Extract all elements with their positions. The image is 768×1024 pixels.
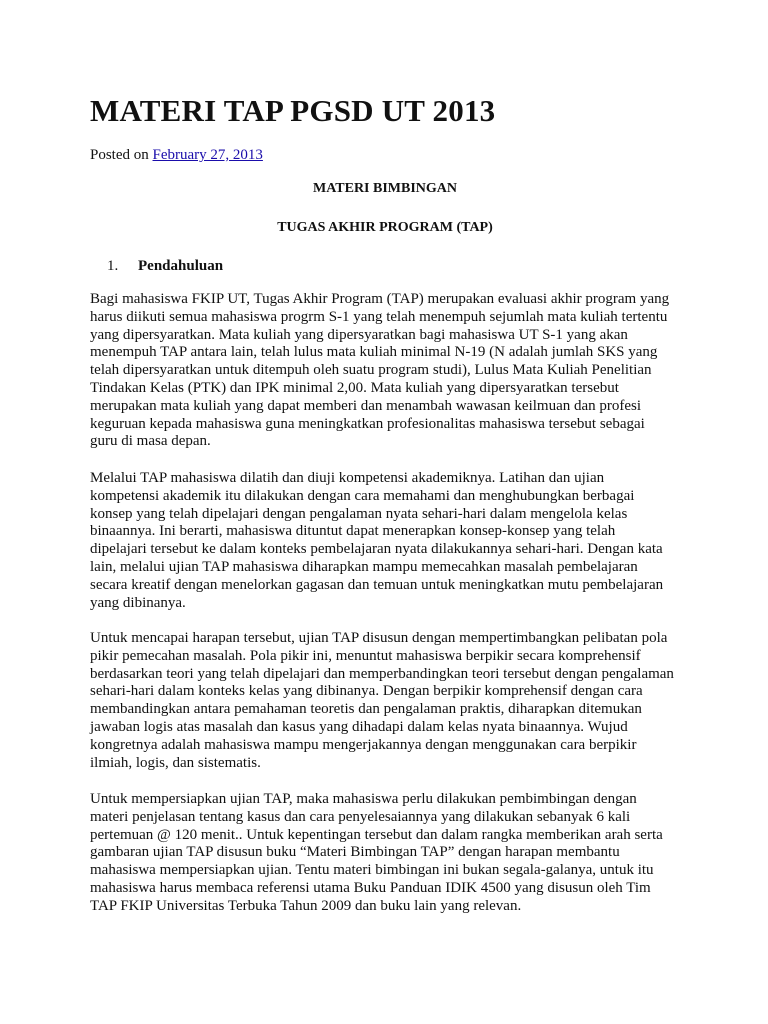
paragraph-line: materi penjelasan tentang kasus dan cara penyelesaiannya yang dilakukan sebanyak 6 kali xyxy=(90,808,631,825)
paragraph-line: merupakan mata kuliah yang dapat memberi dan menambah wawasan keilmuan dan profesi xyxy=(90,397,642,414)
paragraph xyxy=(90,291,690,451)
paragraph-line: pikir pemecahan masalah. Pola pikir ini, menuntut mahasiswa berpikir secara komprehensif xyxy=(90,647,641,664)
paragraph-line: Untuk mencapai harapan tersebut, ujian TAP disusun dengan mempertimbangkan pelibatan pola xyxy=(90,630,668,646)
paragraph-line: harus diikuti semua mahasiswa progrm S-1 yang telah menempuh sejumlah mata kuliah tertentu xyxy=(90,308,668,325)
paragraph-line: guru di masa depan. xyxy=(90,433,211,450)
paragraph-line: konsep yang telah dipelajari dengan pengalaman nyata sehari-hari dalam mengelola kelas xyxy=(90,505,628,522)
paragraph-line: mahasiswa mempersiapkan ujian. Tentu materi bimbingan ini bukan segala-galanya, untuk itu xyxy=(90,862,654,879)
paragraph-line: Melalui TAP mahasiswa dilatih dan diuji kompetensi akademiknya. Latihan dan ujian xyxy=(90,470,605,486)
paragraph-line: jawaban logis atas masalah dan kasus yang dihadapi dalam kelas nyata binaannya. Wujud xyxy=(90,718,628,735)
heading-materi-bimbingan: MATERI BIMBINGAN xyxy=(312,181,458,196)
paragraph-line: binaannya. Ini berarti, mahasiswa dituntut dapat menerapkan konsep-konsep yang telah xyxy=(90,523,616,540)
paragraph-line: membandingkan antara pemahaman teoretis dan pengalaman praktis, diharapkan ditemukan xyxy=(90,701,642,718)
paragraph-line: Untuk mempersiapkan ujian TAP, maka mahasiswa perlu dilakukan pembimbingan dengan xyxy=(90,791,637,807)
paragraph-line: TAP FKIP Universitas Terbuka Tahun 2009 dan buku lain yang relevan. xyxy=(90,897,522,914)
paragraph-line: gambaran ujian TAP disusun buku “Materi Bimbingan TAP” dengan harapan membantu xyxy=(90,844,620,861)
heading-tugas-akhir-program: TUGAS AKHIR PROGRAM (TAP) xyxy=(277,220,493,235)
post-date-link[interactable]: February 27, 2013 xyxy=(152,147,263,163)
paragraph-line: Tindakan Kelas (PTK) dan IPK minimal 2,00. Mata kuliah yang dipersyaratkan tersebut xyxy=(90,379,619,396)
paragraph-line: secara kreatif dengan menelorkan gagasan dan temuan untuk meningkatkan mutu pembelajaran xyxy=(90,576,664,593)
paragraph-line: dipelajari tersebut ke dalam konteks pembelajaran nyata dilakukannya sehari-hari. Dengan kata xyxy=(90,541,663,558)
paragraph-line: Bagi mahasiswa FKIP UT, Tugas Akhir Program (TAP) merupakan evaluasi akhir program yang xyxy=(90,291,670,307)
paragraph-line: ilmiah, logis, dan sistematis. xyxy=(90,754,261,771)
paragraph-line: sehari-hari dalam konteks kelas yang dibinanya. Dengan berpikir komprehensif dengan cara xyxy=(90,683,643,700)
section-label: Pendahuluan xyxy=(138,258,224,274)
paragraph-line: pertemuan @ 120 menit.. Untuk kepentingan tersebut dan dalam rangka memberikan arah serta xyxy=(90,826,663,843)
paragraph-line: lain, melalui ujian TAP mahasiswa diharapkan mampu memecahkan masalah pembelajaran xyxy=(90,558,638,575)
section-heading-pendahuluan xyxy=(107,257,223,275)
page-title: MATERI TAP PGSD UT 2013 xyxy=(90,93,496,128)
posted-prefix: Posted on xyxy=(90,147,149,163)
paragraph-line: menempuh TAP antara lain, telah lulus mata kuliah minimal N-19 (N adalah jumlah SKS yang xyxy=(90,344,658,361)
posted-line xyxy=(90,146,263,164)
paragraph xyxy=(90,630,690,772)
paragraph xyxy=(90,470,690,612)
paragraph-line: keguruan kepada mahasiswa guna meningkatkan profesionalitas mahasiswa tersebut sebagai xyxy=(90,415,645,432)
paragraph-line: yang dibinanya. xyxy=(90,594,186,611)
paragraph-line: berdasarkan teori yang telah dipelajari dan memperbandingkan teori tersebut dengan pengalaman xyxy=(90,665,674,682)
paragraph-line: mahasiswa harus membaca referensi utama Buku Panduan IDIK 4500 yang disusun oleh Tim xyxy=(90,879,651,896)
paragraph-line: yang dipersyaratkan. Mata kuliah yang dipersyaratkan bagi mahasiswa UT S-1 yang akan xyxy=(90,326,628,343)
paragraph-line: telah dipersyaratkan untuk ditempuh oleh suatu program studi), Lulus Mata Kuliah Penelitian xyxy=(90,362,652,379)
paragraph xyxy=(90,791,690,916)
paragraph-line: kompetensi akademik itu dilakukan dengan cara memahami dan menghubungkan berbagai xyxy=(90,487,635,504)
paragraph-line: kongretnya adalah mahasiswa mampu mengerjakannya dengan menggunakan cara berpikir xyxy=(90,736,637,753)
section-number: 1. xyxy=(107,258,119,274)
